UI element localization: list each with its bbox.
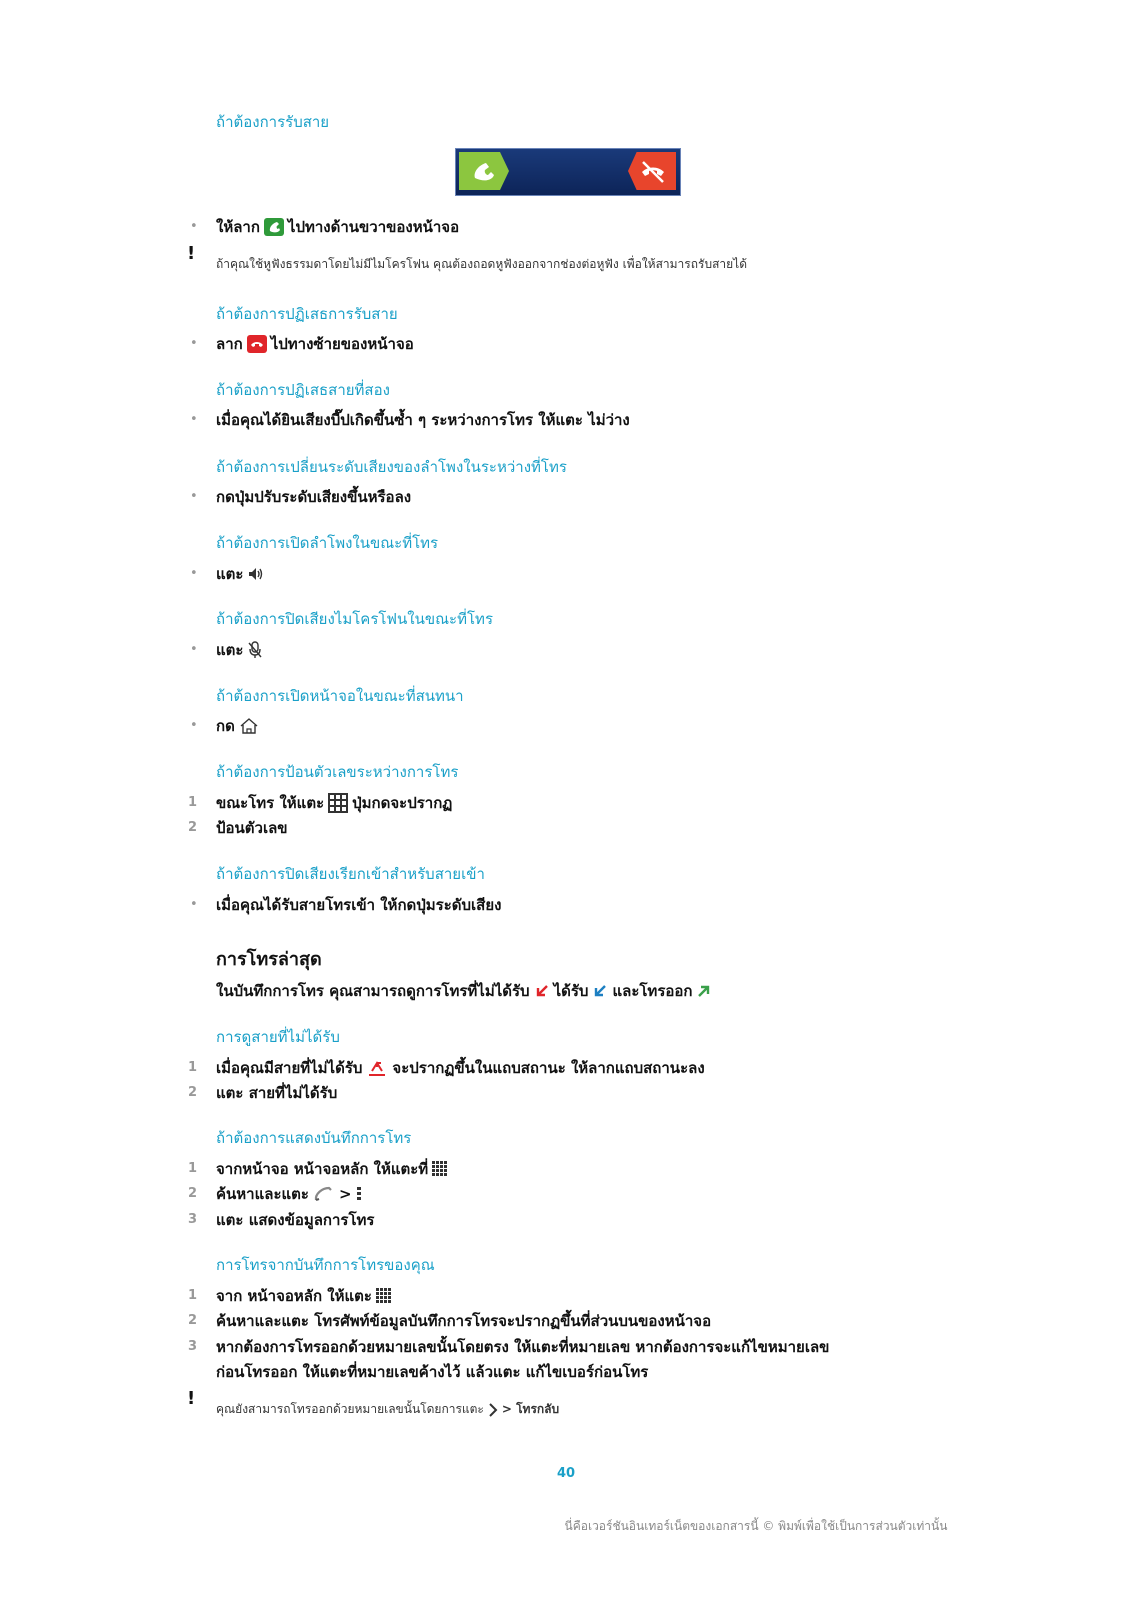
headset-note: ถ้าคุณใช้หูฟังธรรมดาโดยไม่มีไมโครโฟน คุณต้องถอดหูฟังออกจากช่องต่อหูฟัง เพื่อให้สามารถรับสายได้ [216, 257, 747, 271]
step-number: 1 [188, 1288, 198, 1303]
step-number: 2 [188, 1313, 198, 1328]
step-number: 1 [188, 1060, 198, 1075]
outgoing-call-arrow-icon [696, 983, 712, 999]
heading-call-from-log: การโทรจากบันทึกการโทรของคุณ [216, 1256, 435, 1274]
answer-instruction: ให้ลาก ไปทางด้านขวาของหน้าจอ [216, 218, 460, 236]
mute-ringtone-instruction: เมื่อคุณได้รับสายโทรเข้า ให้กดปุ่มระดับเสียง [216, 896, 502, 914]
chevron-right-icon [488, 1403, 498, 1417]
calllog-step-2: ค้นหาและแตะ > [216, 1182, 362, 1206]
phone-app-icon [313, 1186, 335, 1202]
dialpad-step-2: ป้อนตัวเลข [216, 819, 288, 837]
section-heading-recent-calls: การโทรล่าสุด [216, 949, 322, 970]
heading-show-call-log: ถ้าต้องการแสดงบันทึกการโทร [216, 1129, 412, 1147]
screen-instruction: กด [216, 714, 259, 738]
microphone-mute-icon [247, 641, 263, 659]
heading-mute-ringtone: ถ้าต้องการปิดเสียงเรียกเข้าสำหรับสายเข้า [216, 865, 485, 883]
calllog-step-3: แตะ แสดงข้อมูลการโทร [216, 1211, 375, 1229]
note-icon: ! [187, 1388, 196, 1409]
heading-speaker-on: ถ้าต้องการเปิดลำโพงในขณะที่โทร [216, 534, 439, 552]
answer-phone-icon [459, 152, 509, 190]
heading-reject-second-call: ถ้าต้องการปฏิเสธสายที่สอง [216, 381, 390, 399]
answer-call-icon [264, 218, 284, 236]
bullet: • [190, 412, 198, 427]
menu-dots-icon [356, 1186, 362, 1202]
heading-enter-numbers: ถ้าต้องการป้อนตัวเลขระหว่างการโทร [216, 763, 459, 781]
missed-call-status-icon [366, 1059, 388, 1077]
decline-handle[interactable] [628, 152, 676, 190]
step-number: 2 [188, 820, 198, 835]
mute-instruction: แตะ [216, 638, 263, 662]
heading-change-volume: ถ้าต้องการเปลี่ยนระดับเสียงของลำโพงในระหว่างที่โทร [216, 458, 567, 476]
speaker-instruction: แตะ [216, 562, 265, 586]
missed-call-arrow-icon [534, 983, 550, 999]
heading-mute-mic: ถ้าต้องการปิดเสียงไมโครโฟนในขณะที่โทร [216, 610, 494, 628]
step-number: 1 [188, 1161, 198, 1176]
step-number: 3 [188, 1212, 198, 1227]
step-number: 1 [188, 795, 198, 810]
speaker-icon [247, 566, 265, 582]
received-call-arrow-icon [592, 983, 608, 999]
log-step-1: จาก หน้าจอหลัก ให้แตะ [216, 1284, 392, 1308]
heading-view-missed: การดูสายที่ไม่ได้รับ [216, 1028, 340, 1046]
page-number: 40 [556, 1466, 576, 1481]
recent-calls-intro: ในบันทึกการโทร คุณสามารถดูการโทรที่ไม่ได้รับ ได้รับ และโทรออก [216, 979, 712, 1003]
log-step-3a: หากต้องการโทรออกด้วยหมายเลขนั้นโดยตรง ให้แตะที่หมายเลข หากต้องการจะแก้ไขหมายเลข [216, 1338, 830, 1356]
heading-decline-call: ถ้าต้องการปฏิเสธการรับสาย [216, 305, 398, 323]
decline-call-icon [247, 335, 267, 353]
log-step-2: ค้นหาและแตะ โทรศัพท์ข้อมูลบันทึกการโทรจะปรากฏขึ้นที่ส่วนบนของหน้าจอ [216, 1312, 712, 1330]
bullet: • [190, 219, 198, 234]
log-step-3b: ก่อนโทรออก ให้แตะที่หมายเลขค้างไว้ แล้วแตะ แก้ไขเบอร์ก่อนโทร [216, 1363, 649, 1381]
app-grid-icon [432, 1161, 448, 1177]
bullet: • [190, 489, 198, 504]
bullet: • [190, 336, 198, 351]
bullet: • [190, 566, 198, 581]
dialpad-step-1: ขณะโทร ให้แตะ ปุ่มกดจะปรากฏ [216, 794, 453, 812]
bullet: • [190, 897, 198, 912]
step-number: 3 [188, 1339, 198, 1354]
heading-answer-call: ถ้าต้องการรับสาย [216, 113, 330, 131]
home-icon [239, 717, 259, 735]
step-number: 2 [188, 1186, 198, 1201]
decline-instruction: ลาก ไปทางซ้ายของหน้าจอ [216, 335, 414, 353]
app-grid-icon [376, 1288, 392, 1304]
volume-instruction: กดปุ่มปรับระดับเสียงขึ้นหรือลง [216, 488, 412, 506]
missed-step-1: เมื่อคุณมีสายที่ไม่ได้รับ จะปรากฏขึ้นในแถบสถานะ ให้ลากแถบสถานะลง [216, 1059, 705, 1077]
incoming-call-slider[interactable] [455, 148, 681, 196]
bullet: • [190, 642, 198, 657]
footer-note: นี่คือเวอร์ชันอินเทอร์เน็ตของเอกสารนี้ © พิมพ์เพื่อใช้เป็นการส่วนตัวเท่านั้น [564, 1519, 948, 1533]
calllog-step-1: จากหน้าจอ หน้าจอหลัก ให้แตะที่ [216, 1157, 448, 1181]
dialpad-icon [328, 793, 348, 813]
answer-handle[interactable] [459, 152, 509, 190]
decline-phone-icon [628, 152, 676, 190]
reject-second-instruction: เมื่อคุณได้ยินเสียงบี๊ปเกิดขึ้นซ้ำ ๆ ระหว่างการโทร ให้แตะ ไม่ว่าง [216, 411, 630, 429]
heading-screen-on: ถ้าต้องการเปิดหน้าจอในขณะที่สนทนา [216, 687, 464, 705]
note-icon: ! [187, 243, 196, 264]
missed-step-2: แตะ สายที่ไม่ได้รับ [216, 1084, 338, 1102]
bullet: • [190, 718, 198, 733]
step-number: 2 [188, 1085, 198, 1100]
callback-note: คุณยังสามารถโทรออกด้วยหมายเลขนั้นโดยการแตะ > โทรกลับ [216, 1402, 560, 1416]
